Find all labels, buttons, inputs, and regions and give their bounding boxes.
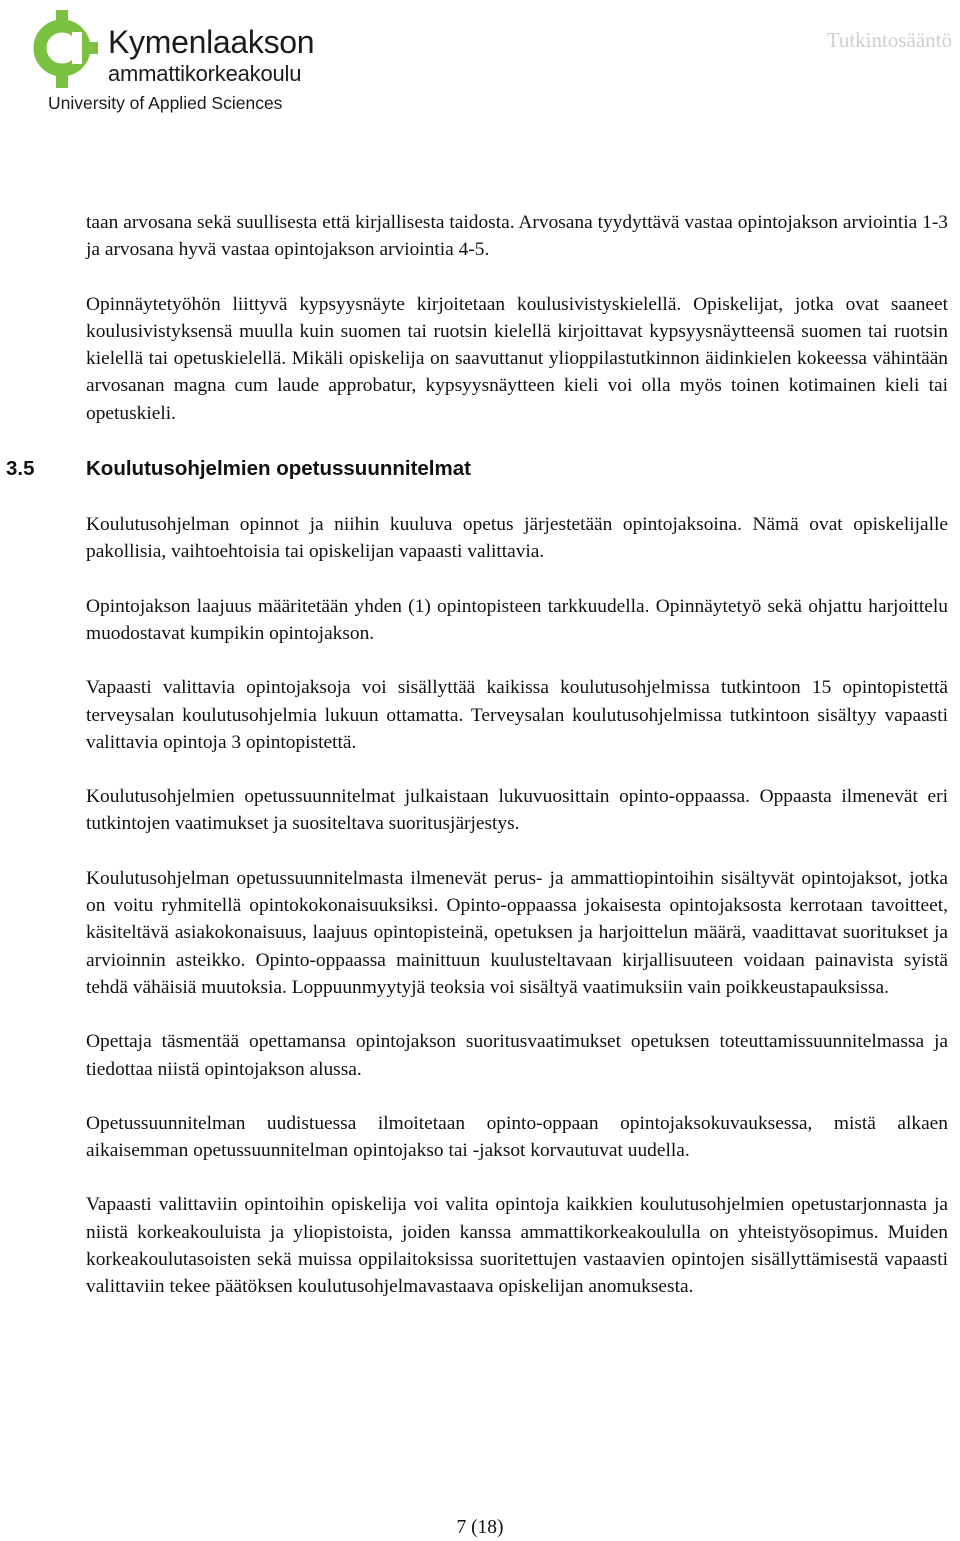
paragraph: Koulutusohjelman opinnot ja niihin kuuluva opetus järjestetään opintojaksoina. Nämä ovat opiskelijalle pakollisia, vaihtoehtoisia tai opiskelijan vapaasti valittavia. <box>86 514 948 563</box>
document-type-label: Tutkintosääntö <box>826 28 952 52</box>
paragraph: Koulutusohjelmien opetussuunnitelmat julkaistaan lukuvuosittain opinto-oppaassa. Oppaasta ilmenevät eri tutkintojen vaatimukset ja suositeltava suoritusjärjestys. <box>86 786 948 835</box>
paragraph: Opintojakson laajuus määritetään yhden (1) opintopisteen tarkkuudella. Opinnäytetyö sekä ohjattu harjoittelu muodostavat kumpikin opintojakson. <box>86 595 948 644</box>
logo-subtitle: ammattikorkeakoulu <box>108 61 302 86</box>
section-number: 3.5 <box>6 457 35 481</box>
institution-logo <box>28 8 328 118</box>
section-title: Koulutusohjelmien opetussuunnitelmat <box>86 457 471 481</box>
page-body <box>6 209 948 1328</box>
page-number: 7 (18) <box>456 1517 504 1538</box>
paragraph: Vapaasti valittaviin opintoihin opiskelija voi valita opintoja kaikkien koulutusohjelmien opetustarjonnasta ja niistä korkeakouluista ja yliopistoista, joiden kanssa ammattikorkeakoululla on yhteistyösopimus. Muiden korkeakoulutasoisten sekä muissa oppilaitoksissa suoritettujen vastaavien opintojen sisällyttämisestä vapaasti valittaviin tekee päätöksen koulutusohjelmavastaava opiskelijan anomuksesta. <box>86 1194 948 1298</box>
paragraph: taan arvosana sekä suullisesta että kirjallisesta taidosta. Arvosana tyydyttävä vastaa opintojakson arviointia 1-3 ja arvosana hyvä vastaa opintojakson arviointia 4-5. <box>86 212 948 261</box>
section-heading <box>6 454 948 484</box>
logo-english-name: University of Applied Sciences <box>48 93 283 113</box>
paragraph: Opinnäytetyöhön liittyvä kypsyysnäyte kirjoitetaan koulusivistyskielellä. Opiskelijat, jotka ovat saaneet koulusivistyksensä muulla kuin suomen tai ruotsin kielellä kirjoittavat kypsyysnäytteensä suomen tai ruotsin kielellä tai opetuskielellä. Mikäli opiskelija on saavuttanut ylioppilastutkinnon äidinkielen kokeessa vähintään arvosanan magna cum laude approbatur, kypsyysnäytteen kieli voi olla myös toinen kotimainen kieli tai opetuskieli. <box>86 293 948 424</box>
logo-name: Kymenlaakson <box>108 24 315 60</box>
paragraph: Koulutusohjelman opetussuunnitelmasta ilmenevät perus- ja ammattiopintoihin sisältyvät opintojaksot, jotka on voitu ryhmitellä opintokokonaisuuksiksi. Opinto-oppaassa jokaisesta opintojaksosta kerrotaan tavoitteet, käsiteltävä asiakokonaisuus, laajuus opintopisteinä, opetuksen ja harjoittelun määrä, vaadittavat suoritukset ja arvioinnin asteikko. Opinto-oppaassa mainittuun kuulusteltavaan kirjallisuuteen voidaan painavista syistä tehdä vähäisiä muutoksia. Loppuunmyytyjä teoksia voi sisältyä vaatimuksiin vain poikkeustapauksissa. <box>86 867 948 998</box>
paragraph: Opettaja täsmentää opettamansa opintojakson suoritusvaatimukset opetuksen toteuttamissuunnitelmassa ja tiedottaa niistä opintojakson alussa. <box>86 1031 948 1080</box>
logo-mark-icon <box>28 10 108 92</box>
paragraph: Vapaasti valittavia opintojaksoja voi sisällyttää kaikissa koulutusohjelmissa tutkintoon 15 opintopistettä terveysalan koulutusohjelmia lukuun ottamatta. Terveysalan koulutusohjelmissa tutkintoon sisältyy vapaasti valittavia opintoja 3 opintopistettä. <box>86 677 948 753</box>
paragraph: Opetussuunnitelman uudistuessa ilmoitetaan opinto-oppaan opintojaksokuvauksessa, mistä alkaen aikaisemman opetussuunnitelman opintojakso tai -jaksot korvautuvat uudella. <box>86 1112 948 1162</box>
